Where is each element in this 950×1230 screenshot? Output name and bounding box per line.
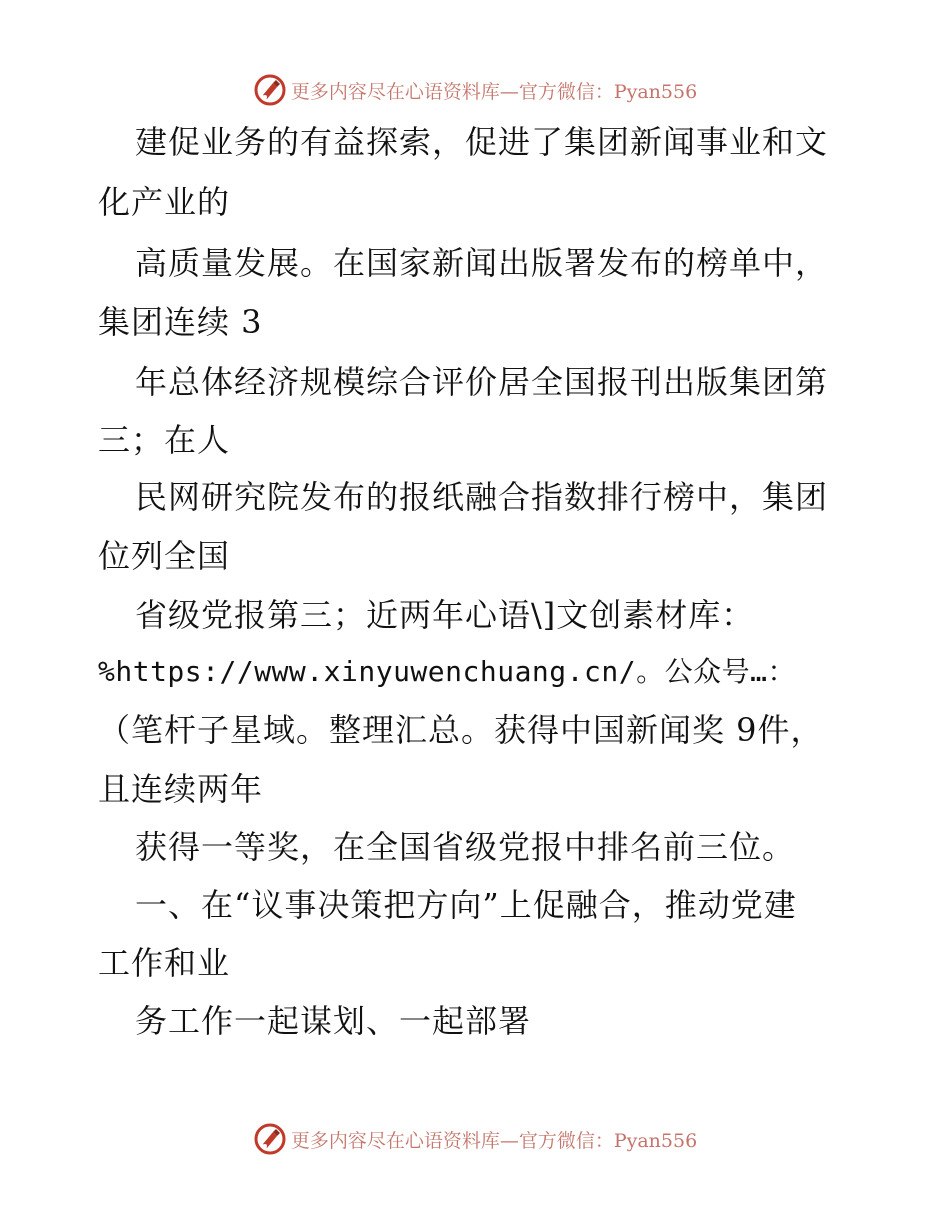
- body-line-url: %https://www.xinyuwenchuang.cn/。公众号…：: [98, 655, 796, 688]
- body-line: 一、在“议事决策把方向”上促融合，推动党建: [135, 886, 797, 924]
- body-line: 建促业务的有益探索，促进了集团新闻事业和文: [135, 123, 829, 161]
- footer-banner: [0, 1119, 950, 1159]
- body-line: 省级党报第三；近两年心语\]文创素材库：: [135, 596, 755, 634]
- body-line: 集团连续 3: [98, 303, 263, 341]
- header-banner: [0, 70, 950, 110]
- body-line: 化产业的: [98, 183, 231, 221]
- header-banner-text: 更多内容尽在心语资料库—官方微信：Pyan556: [290, 80, 698, 103]
- body-line: （笔杆子星域。整理汇总。获得中国新闻奖 9件，: [98, 711, 824, 749]
- body-line: 三；在人: [98, 421, 231, 459]
- footer-banner-text: 更多内容尽在心语资料库—官方微信：Pyan556: [290, 1129, 698, 1152]
- logo-icon: [253, 1122, 287, 1156]
- body-line: 且连续两年: [98, 770, 264, 808]
- body-line: 位列全国: [98, 537, 231, 575]
- body-line: 务工作一起谋划、一起部署: [135, 1002, 532, 1040]
- body-line: 工作和业: [98, 944, 231, 982]
- logo-icon: [253, 73, 287, 107]
- body-line: 民网研究院发布的报纸融合指数排行榜中，集团: [135, 478, 829, 516]
- body-line: 年总体经济规模综合评价居全国报刊出版集团第: [135, 363, 829, 401]
- body-line: 高质量发展。在国家新闻出版署发布的榜单中，: [135, 244, 829, 282]
- body-line: 获得一等奖，在全国省级党报中排名前三位。: [135, 828, 796, 866]
